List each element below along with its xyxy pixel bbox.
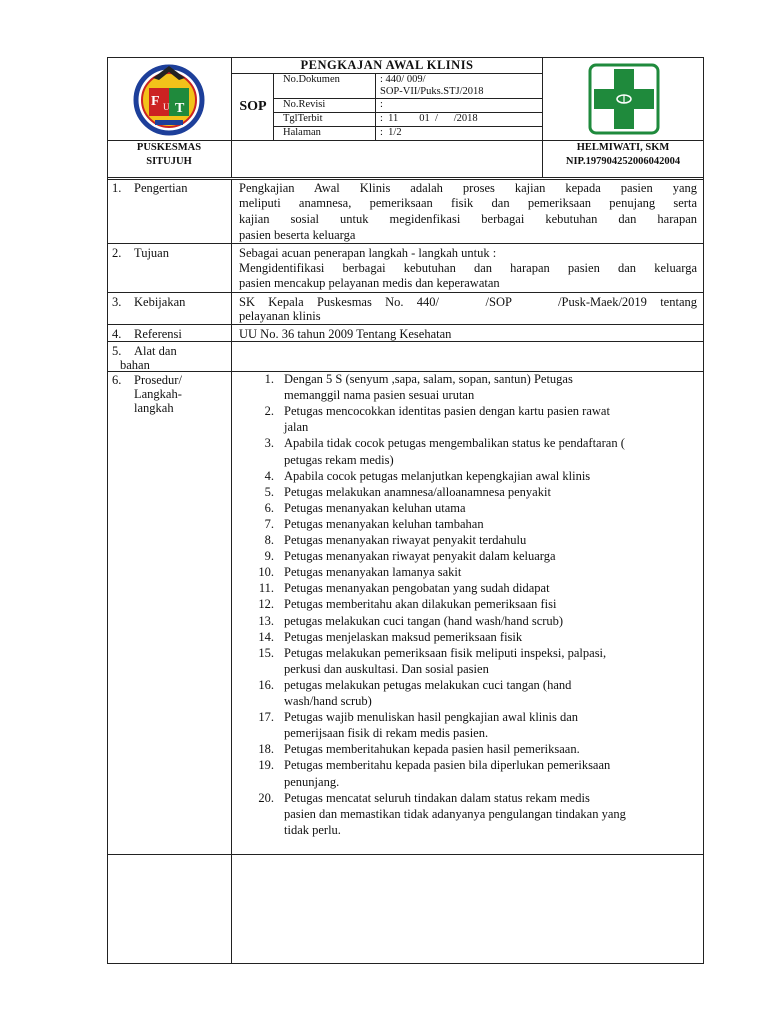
procedure-step-number: 10.	[258, 565, 274, 580]
procedure-step-number: 3.	[264, 436, 274, 451]
procedure-step-number: 7.	[264, 516, 274, 531]
procedure-step-number: 20.	[258, 790, 274, 805]
procedure-step-text: petugas melakukan cuci tangan (hand wash/hand scrub)	[284, 613, 564, 628]
procedure-step-text: Petugas menjelaskan maksud pemeriksaan fisik	[284, 629, 523, 644]
procedure-step-number: 4.	[264, 468, 274, 483]
border-right	[703, 57, 704, 964]
issue-date-label: TglTerbit	[283, 113, 323, 124]
revision-label: No.Revisi	[283, 99, 326, 110]
definition-line-1: Pengkajian Awal Klinis adalah proses kajian kepada pasien yang	[239, 181, 697, 195]
revision-value: :	[380, 99, 383, 110]
procedure-step-text: perkusi dan auskultasi. Dan sosial pasien	[284, 661, 489, 676]
procedure-step-text: Petugas memberitahu akan dilakukan pemeriksaan fisi	[284, 597, 557, 612]
procedure-step-text: Petugas mencocokkan identitas pasien dengan kartu pasien rawat	[284, 404, 610, 419]
puskesmas-logo	[133, 60, 205, 136]
procedure-step-number: 18.	[258, 742, 274, 757]
document-title: PENGKAJAN AWAL KLINIS	[300, 58, 474, 72]
section-3-number: 3.	[112, 295, 122, 309]
procedure-step-text: Petugas menanyakan pengobatan yang sudah didapat	[284, 581, 550, 596]
procedure-step-text: petugas melakukan petugas melakukan cuci tangan (hand	[284, 677, 572, 692]
procedure-step-number: 2.	[264, 404, 274, 419]
section-6-label-line-1: Prosedur/	[134, 373, 182, 387]
procedure-step-text: penunjang.	[284, 774, 340, 789]
header-bottom-line-b	[107, 179, 704, 180]
border-bottom	[107, 963, 704, 964]
procedure-step-number: 9.	[264, 549, 274, 564]
procedure-step-text: Petugas mencatat seluruh tindakan dalam status rekam medis	[284, 790, 590, 805]
reference-line-1: UU No. 36 tahun 2009 Tentang Kesehatan	[239, 327, 452, 341]
procedure-step-text: Apabila cocok petugas melanjutkan kepengkajian awal klinis	[284, 468, 591, 483]
procedure-step-number: 19.	[258, 758, 274, 773]
policy-line-2: pelayanan klinis	[239, 309, 321, 323]
section-3-label: Kebijakan	[134, 295, 186, 309]
section-line-2	[107, 292, 704, 293]
procedure-step-number: 11.	[258, 581, 274, 596]
procedure-step-number: 13.	[258, 613, 274, 628]
procedure-step-text: petugas rekam medis)	[284, 452, 394, 467]
section-4-number: 4.	[112, 327, 122, 341]
doc-number-value-1: : 440/ 009/	[380, 74, 426, 85]
section-5-label-line-2: bahan	[120, 358, 150, 372]
purpose-line-2: Mengidentifikasi berbagai kebutuhan dan harapan pasien dan keluarga	[239, 261, 697, 275]
procedure-step-number: 1.	[264, 372, 274, 386]
procedure-step-number: 5.	[264, 484, 274, 499]
procedure-step-text: wash/hand scrub)	[284, 694, 372, 708]
signatory-name: HELMIWATI, SKM	[576, 142, 670, 153]
procedure-step-text: Petugas memberitahu kepada pasien bila diperlukan pemeriksaan	[284, 758, 611, 773]
procedure-step-text: Petugas wajib menuliskan hasil pengkajian awal klinis dan	[284, 710, 579, 725]
page-value: : 1/2	[380, 127, 402, 138]
header-line-logo	[107, 140, 704, 141]
procedure-step-text: Petugas menanyakan riwayat penyakit dalam keluarga	[284, 549, 556, 564]
section-5-number: 5.	[112, 344, 122, 358]
section-6-label-line-3: langkah	[134, 401, 174, 415]
procedure-step-text: Petugas menanyakan lamanya sakit	[284, 565, 462, 580]
procedure-step-text: Apabila tidak cocok petugas mengembalikan status ke pendaftaran (	[284, 436, 625, 451]
org-name-line-2: SITUJUH	[146, 156, 192, 167]
section-6-label-line-2: Langkah-	[134, 387, 182, 401]
procedure-step-text: pasien dan memastikan tidak adanyanya pengulangan tindakan yang	[284, 806, 626, 821]
header-divider-left	[231, 57, 232, 177]
procedure-step-number: 8.	[264, 533, 274, 547]
page-label: Halaman	[283, 127, 321, 138]
section-6-number: 6.	[112, 373, 122, 387]
procedure-step-text: tidak perlu.	[284, 822, 341, 837]
procedure-step-number: 12.	[258, 597, 274, 612]
svg-text:U: U	[163, 102, 170, 112]
procedure-step-number: 14.	[258, 629, 274, 644]
section-2-label: Tujuan	[134, 246, 169, 260]
procedure-step-number: 17.	[258, 710, 274, 725]
header-bottom-line-a	[107, 177, 704, 178]
definition-line-4: pasien beserta keluarga	[239, 228, 356, 242]
section-2-number: 2.	[112, 246, 122, 260]
procedure-step-text: Petugas menanyakan keluhan utama	[284, 500, 466, 515]
svg-text:F: F	[151, 94, 160, 109]
section-1-number: 1.	[112, 181, 122, 195]
section-line-3	[107, 324, 704, 325]
section-line-6	[107, 854, 704, 855]
purpose-line-1: Sebagai acuan penerapan langkah - langkah untuk :	[239, 246, 497, 260]
procedure-step-text: Petugas melakukan pemeriksaan fisik meliputi inspeksi, palpasi,	[284, 645, 607, 660]
sop-label: SOP	[239, 99, 267, 114]
purpose-line-3: pasien mencakup pelayanan medis dan keperawatan	[239, 276, 500, 290]
org-name-line-1: PUSKESMAS	[136, 142, 202, 153]
procedure-step-text: Petugas memberitahukan kepada pasien hasil pemeriksaan.	[284, 742, 580, 757]
section-5-label-line-1: Alat dan	[134, 344, 177, 358]
section-4-label: Referensi	[134, 327, 182, 341]
procedure-step-text: memanggil nama pasien sesuai urutan	[284, 388, 475, 403]
procedure-step-text: Dengan 5 S (senyum ,sapa, salam, sopan, santun) Petugas	[284, 372, 573, 386]
procedure-step-number: 16.	[258, 677, 274, 692]
body-divider	[231, 179, 232, 964]
logo-letter: T	[175, 101, 185, 116]
section-line-1	[107, 243, 704, 244]
procedure-step-text: jalan	[284, 420, 309, 435]
procedure-step-text: Petugas menanyakan riwayat penyakit terdahulu	[284, 533, 527, 547]
procedure-step-number: 15.	[258, 645, 274, 660]
border-left	[107, 57, 108, 964]
procedure-step-text: Petugas menanyakan keluhan tambahan	[284, 516, 484, 531]
health-cross-logo	[588, 63, 660, 135]
section-1-label: Pengertian	[134, 181, 188, 195]
doc-number-label: No.Dokumen	[283, 74, 340, 85]
signatory-nip: NIP.197904252006042004	[565, 156, 681, 167]
procedure-step-text: Petugas melakukan anamnesa/alloanamnesa penyakit	[284, 484, 551, 499]
procedure-step-number: 6.	[264, 500, 274, 515]
definition-line-2: meliputi anamnesa, pemeriksaan fisik dan pemeriksaan penujang serta	[239, 196, 697, 210]
policy-line-1: SK Kepala Puskesmas No. 440/ /SOP /Pusk-Maek/2019 tentang	[239, 295, 697, 309]
definition-line-3: kajian sosial untuk megidenfikasi berbagai kebutuhan dan harapan	[239, 212, 697, 226]
sop-divider	[273, 73, 274, 140]
procedure-step-text: pemerijsaan fisik di rekam medis pasien.	[284, 726, 489, 741]
doc-number-value-2: SOP-VII/Puks.STJ/2018	[380, 86, 484, 97]
value-divider	[375, 73, 376, 140]
issue-date-value: : 11 01 / /2018	[380, 113, 478, 124]
